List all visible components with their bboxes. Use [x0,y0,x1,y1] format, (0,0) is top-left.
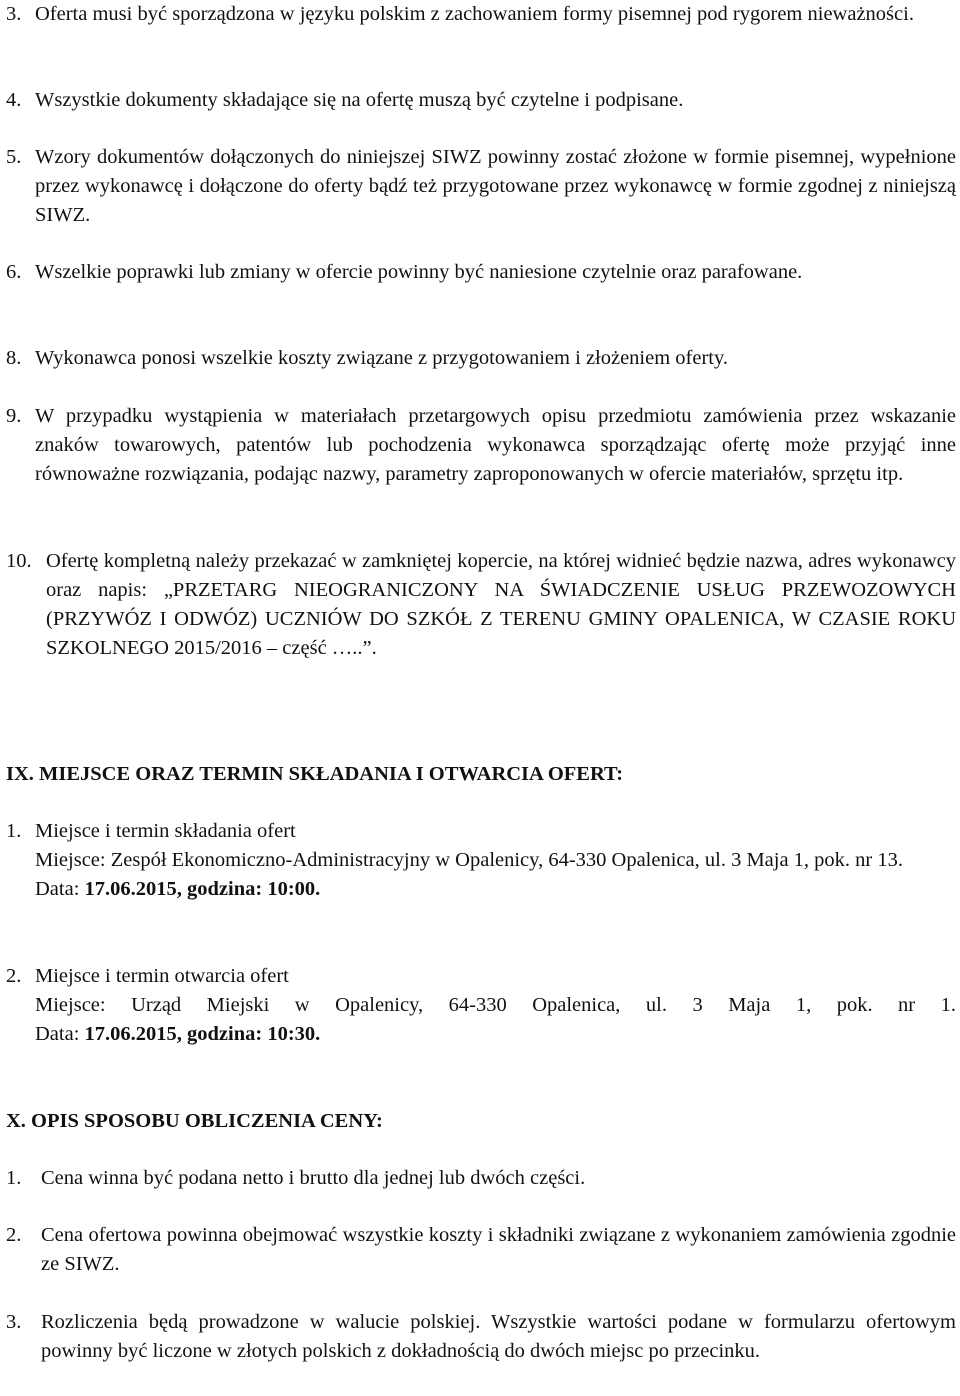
x-item-1 [6,1164,956,1193]
item-number: 9. [6,405,22,427]
place-value: Zespół Ekonomiczno-Administracyjny w Opalenicy, 64-330 Opalenica, ul. 3 Maja 1, pok. nr 13. [110,849,904,871]
item-number: 6. [6,261,22,283]
place-label: Miejsce: [35,994,106,1016]
date-line [6,1020,956,1049]
item-text: Rozliczenia będą prowadzone w walucie polskiej. Wszystkie wartości podane w formularzu ofertowym powinny być liczone w złotych polskich z dokładnością do dwóch miejsc po przecinku. [41,1311,956,1362]
place-line [6,991,956,1020]
list-item-10 [6,547,956,663]
time-label: , godzina: [176,1023,263,1045]
list-item-9 [6,402,956,489]
list-item-3 [6,0,956,29]
item-text: Wszystkie dokumenty składające się na ofertę muszą być czytelne i podpisane. [35,89,684,111]
list-item-4 [6,86,956,115]
ix-item-2 [6,962,956,1049]
item-text: Wykonawca ponosi wszelkie koszty związane z przygotowaniem i złożeniem oferty. [35,347,729,369]
place-line [6,846,956,875]
date-value: 17.06.2015 [84,878,177,900]
item-number: 1. [6,1167,22,1189]
item-number: 4. [6,89,22,111]
item-text: Wzory dokumentów dołączonych do niniejszej SIWZ powinny zostać złożone w formie pisemnej, wypełnione przez wykonawcę i dołączone do oferty bądź też przygotowane przez wykonawcę w formie zgodnej z niniejszą SIWZ. [35,146,956,226]
item-number: 2. [6,965,22,987]
item-text: Wszelkie poprawki lub zmiany w ofercie powinny być naniesione czytelnie oraz parafowane. [35,261,803,283]
item-text: Ofertę kompletną należy przekazać w zamkniętej kopercie, na której widnieć będzie nazwa, adres wykonawcy oraz napis: „PRZETARG NIEOGRANICZONY NA ŚWIADCZENIE USŁUG PRZEWOZOWYCH (PRZYWÓZ I ODWÓZ) UCZNIÓW DO SZKÓŁ Z TERENU GMINY OPALENICA, W CZASIE ROKU SZKOLNEGO 2015/2016 – część …..”. [46,550,956,659]
date-line [6,875,956,904]
item-number: 8. [6,347,22,369]
section-heading-ix: IX. MIEJSCE ORAZ TERMIN SKŁADANIA I OTWARCIA OFERT: [6,763,624,785]
time-label: , godzina: [176,878,263,900]
section-heading-x: X. OPIS SPOSOBU OBLICZENIA CENY: [6,1110,383,1132]
item-number: 3. [6,3,22,25]
date-label: Data: [35,1023,80,1045]
x-item-2 [6,1221,956,1279]
list-item-5 [6,143,956,230]
item-number: 10. [6,550,32,572]
time-value: 10:30. [267,1023,321,1045]
item-number: 5. [6,146,22,168]
place-value: Urząd Miejski w Opalenicy, 64-330 Opalenica, ul. 3 Maja 1, pok. nr 1. [131,994,957,1016]
item-text: Cena ofertowa powinna obejmować wszystkie koszty i składniki związane z wykonaniem zamówienia zgodnie ze SIWZ. [41,1224,956,1275]
item-number: 1. [6,820,22,842]
item-text: Oferta musi być sporządzona w języku polskim z zachowaniem formy pisemnej pod rygorem nieważności. [35,3,914,25]
time-value: 10:00. [267,878,321,900]
list-item-8 [6,344,956,373]
list-item-6 [6,258,956,287]
item-title: Miejsce i termin składania ofert [35,820,296,842]
item-text: Cena winna być podana netto i brutto dla jednej lub dwóch części. [41,1167,586,1189]
place-label: Miejsce: [35,849,106,871]
item-title: Miejsce i termin otwarcia ofert [35,965,289,987]
item-text: W przypadku wystąpienia w materiałach przetargowych opisu przedmiotu zamówienia przez wskazanie znaków towarowych, patentów lub pochodzenia wykonawca sporządzając ofertę może przyjąć inne równoważne rozwiązania, podając nazwy, parametry zaproponowanych w ofercie materiałów, sprzętu itp. [35,405,956,485]
item-number: 3. [6,1311,22,1333]
ix-item-1 [6,817,956,904]
item-number: 2. [6,1224,22,1246]
x-item-3 [6,1308,956,1366]
date-value: 17.06.2015 [84,1023,177,1045]
date-label: Data: [35,878,80,900]
